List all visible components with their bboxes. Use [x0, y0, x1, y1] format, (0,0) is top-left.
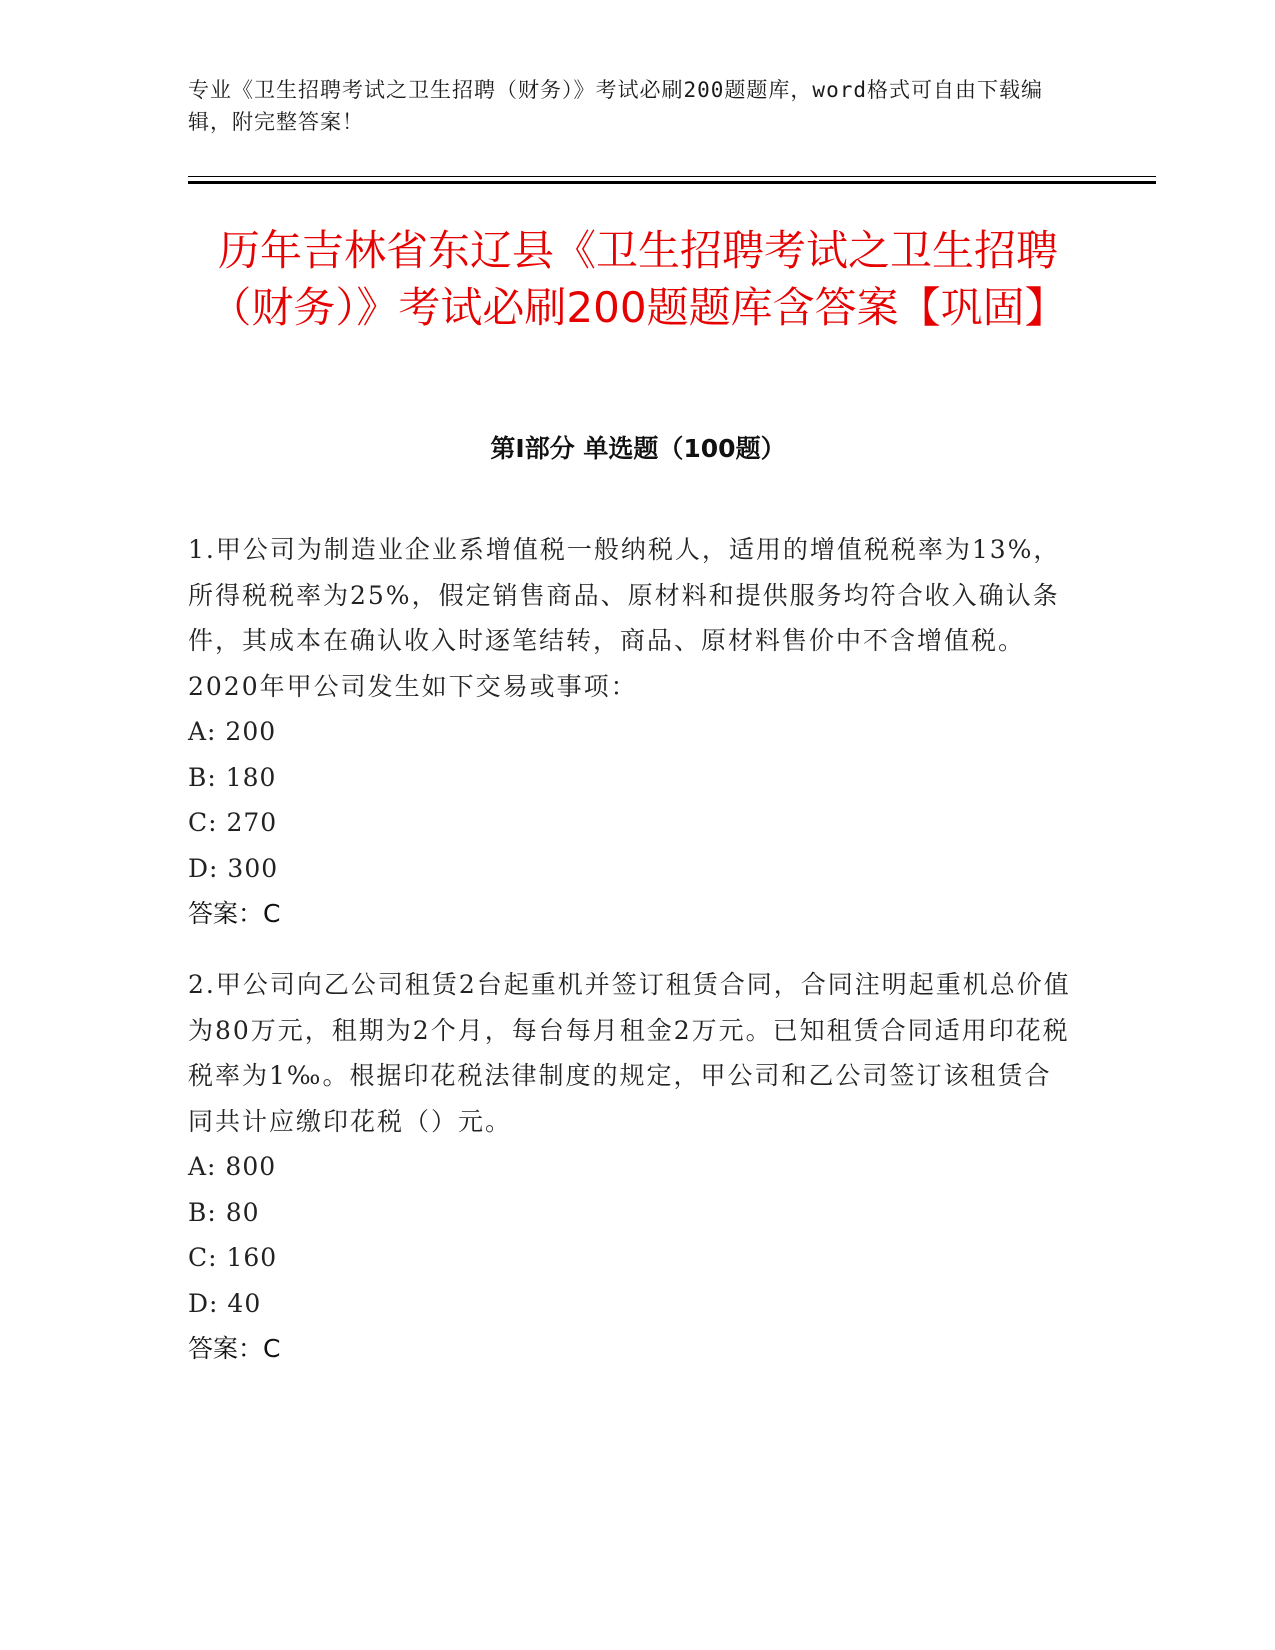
question-2 — [188, 962, 1078, 1372]
option-a: A: 200 — [188, 717, 277, 746]
answer-line: 答案：C — [188, 899, 281, 928]
option-a: A: 800 — [188, 1152, 277, 1181]
option-d: D: 40 — [188, 1288, 262, 1318]
question-1 — [188, 527, 1078, 937]
option-c: C: 160 — [188, 1243, 278, 1272]
option-b: B: 80 — [188, 1197, 260, 1227]
header-divider-thin — [188, 176, 1156, 177]
answer-line: 答案：C — [188, 1334, 281, 1363]
header-divider-thick — [188, 181, 1156, 184]
question-stem: 2.甲公司向乙公司租赁2台起重机并签订租赁合同，合同注明起重机总价值为80万元，租期为2个月，每台每月租金2万元。已知租赁合同适用印花税税率为1‰。根据印花税法律制度的规定，甲公司和乙公司签订该租赁合同共计应缴印花税（）元。 — [188, 970, 1071, 1136]
option-b: B: 180 — [188, 762, 277, 792]
header-note: 专业《卫生招聘考试之卫生招聘（财务）》考试必刷200题题库，word格式可自由下载编辑，附完整答案！ — [188, 78, 1043, 134]
option-c: C: 270 — [188, 808, 278, 837]
option-d: D: 300 — [188, 853, 279, 883]
section-heading: 第I部分 单选题（100题） — [490, 434, 786, 463]
document-title: 历年吉林省东辽县《卫生招聘考试之卫生招聘（财务）》考试必刷200题题库含答案【巩固】 — [209, 226, 1067, 332]
question-stem: 1.甲公司为制造业企业系增值税一般纳税人，适用的增值税税率为13%，所得税税率为25%，假定销售商品、原材料和提供服务均符合收入确认条件，其成本在确认收入时逐笔结转，商品、原材料售价中不含增值税。2020年甲公司发生如下交易或事项： — [188, 535, 1061, 701]
